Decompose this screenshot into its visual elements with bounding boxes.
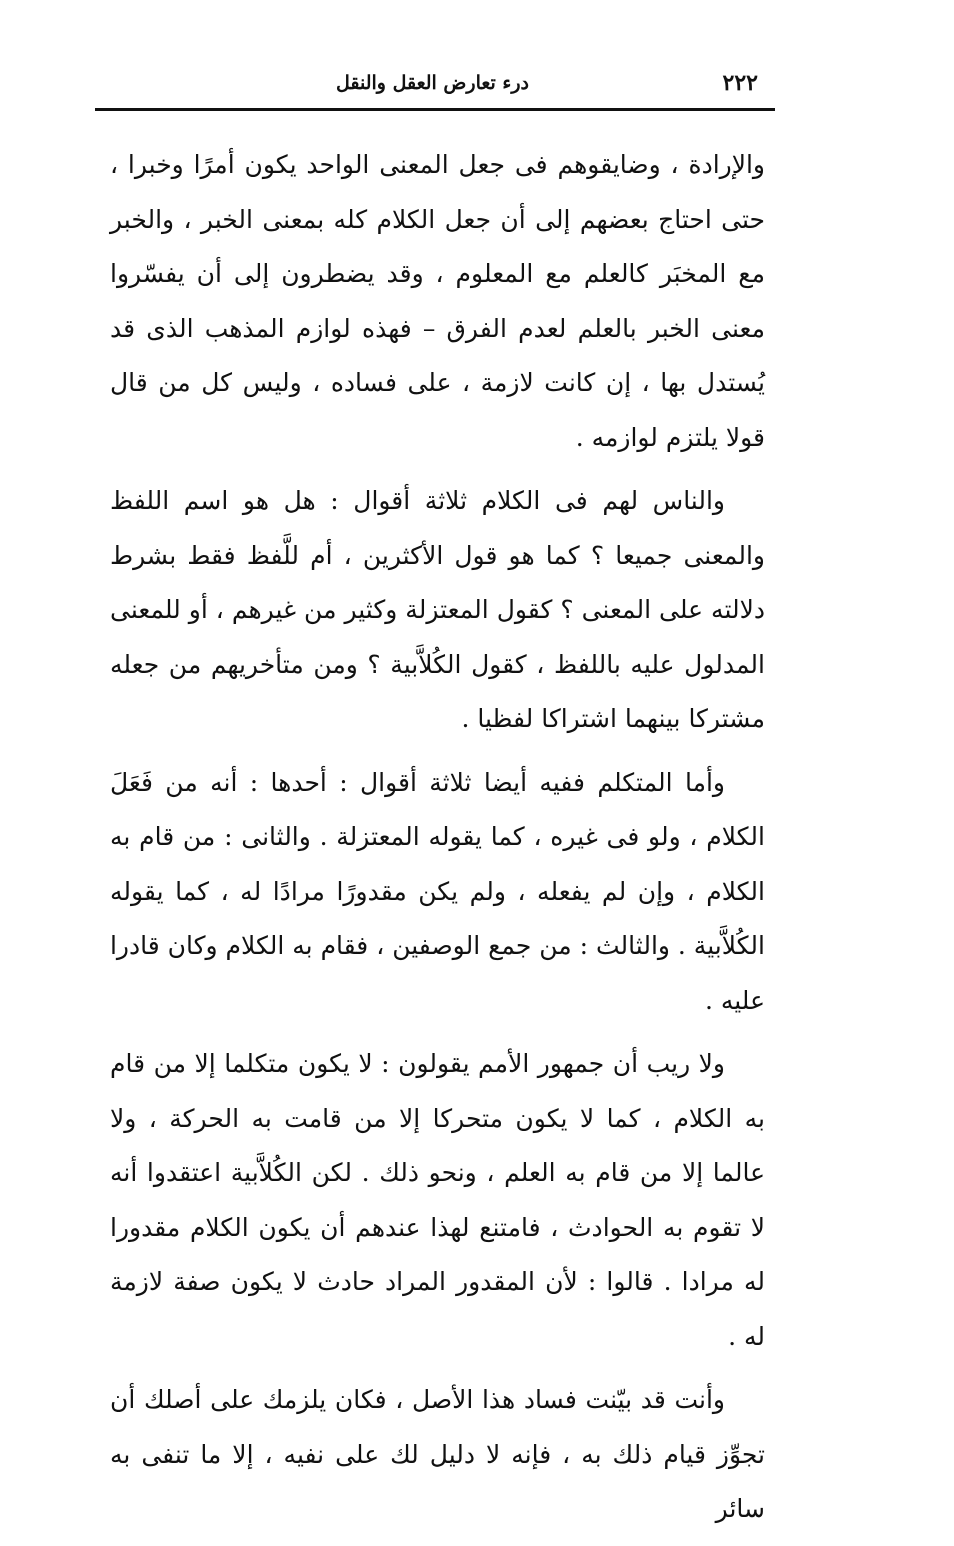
page-header: [95, 58, 770, 108]
body-text: [110, 138, 765, 1546]
paragraph-2: والناس لهم فى الكلام ثلاثة أقوال : هل هو اسم اللفظ والمعنى جميعا ؟ كما هو قول الأكثرين ، أم للَّفظ فقط بشرط دلالته على المعنى ؟ كقول المعتزلة وكثير من غيرهم ، أو للمعنى المدلول عليه باللفظ ، كقول الكُلاَّبية ؟ ومن متأخريهم من جعله مشتركا بينهما اشتراكا لفظيا .: [110, 486, 765, 733]
paragraph-1: والإرادة ، وضايقوهم فى جعل المعنى الواحد يكون أمرًا وخبرا ، حتى احتاج بعضهم إلى أن جعل الكلام كله بمعنى الخبر ، والخبر مع المخبَر كالعلم مع المعلوم ، وقد يضطرون إلى أن يفسّروا معنى الخبر بالعلم لعدم الفرق – فهذه لوازم المذهب الذى قد يُستدل بها ، إن كانت لازمة ، على فساده ، وليس كل من قال قولا يلتزم لوازمه .: [110, 150, 765, 452]
page-number: ٢٢٢: [722, 70, 758, 96]
header-rule: [95, 108, 775, 111]
paragraph-3: وأما المتكلم ففيه أيضا ثلاثة أقوال : أحدها : أنه من فَعَلَ الكلام ، ولو فى غيره ، كما يقوله المعتزلة . والثانى : من قام به الكلام ، وإن لم يفعله ، ولم يكن مقدورًا مرادًا له ، كما يقوله الكُلاَّبية . والثالث : من جمع الوصفين ، فقام به الكلام وكان قادرا عليه .: [109, 767, 765, 1015]
paragraph-4: ولا ريب أن جمهور الأمم يقولون : لا يكون متكلما إلا من قام به الكلام ، كما لا يكون متحركا إلا من قامت به الحركة ، ولا عالما إلا من قام به العلم ، ونحو ذلك . لكن الكُلاَّبية اعتقدوا أنه لا تقوم به الحوادث ، فامتنع لهذا عندهم أن يكون الكلام مقدورا له مرادا . قالوا : لأن المقدور المراد حادث لا يكون صفة لازمة له .: [110, 1049, 765, 1351]
running-title: درء تعارض العقل والنقل: [335, 72, 529, 94]
paragraph-5: وأنت قد بيّنت فساد هذا الأصل ، فكان يلزمك على أصلك أن تجوِّز قيام ذلك به ، فإنه لا دليل لك على نفيه ، إلا ما تنفى به سائر: [110, 1385, 765, 1523]
